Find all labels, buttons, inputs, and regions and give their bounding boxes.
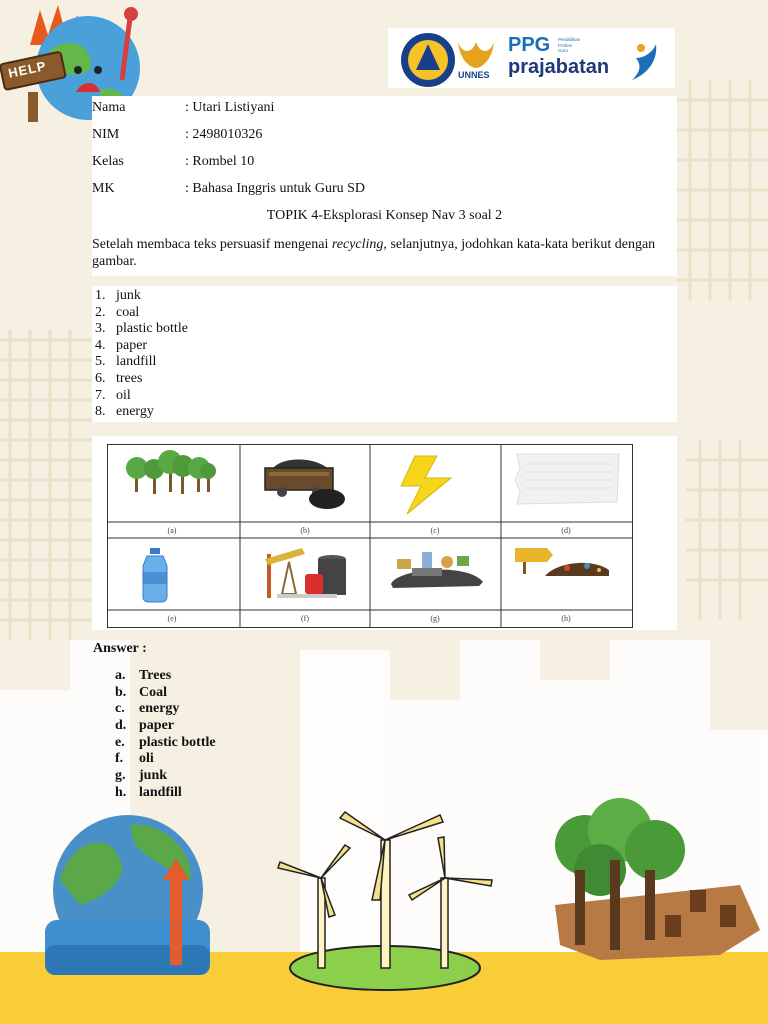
answer-letter: f. — [115, 751, 124, 767]
answer-letter: a. — [115, 668, 126, 683]
answer-title: Answer : — [93, 641, 147, 656]
instruction-text — [92, 236, 677, 270]
answer-letter: e. — [115, 734, 125, 750]
institution-logos — [388, 28, 675, 88]
ppg-small-line: Pendidikan — [558, 37, 581, 42]
list-text: coal — [116, 304, 140, 320]
list-text: oil — [116, 387, 131, 403]
info-label: NIM — [92, 127, 120, 142]
answer-letter: b. — [115, 684, 127, 700]
list-text: paper — [116, 337, 148, 353]
info-value: : Rombel 10 — [185, 154, 255, 169]
picture-label-f: (f) — [301, 614, 309, 623]
list-num: 1. — [95, 288, 106, 303]
info-label: Kelas — [92, 154, 124, 169]
answer-letter: c. — [115, 701, 125, 717]
answer-text: paper — [139, 718, 174, 734]
answer-letter: d. — [115, 718, 127, 734]
help-sign-text: HELP — [6, 58, 48, 81]
picture-label-h: (h) — [561, 614, 571, 623]
instruction-italic: recycling, — [331, 237, 387, 252]
list-num: 5. — [95, 354, 106, 370]
picture-label-c: (c) — [430, 526, 440, 535]
unnes-label: UNNES — [458, 70, 490, 80]
answer-text: plastic bottle — [139, 734, 216, 750]
list-num: 6. — [95, 370, 106, 386]
instruction-before: Setelah membaca teks persuasif mengenai — [92, 237, 332, 252]
answer-text: junk — [139, 768, 168, 784]
answer-letter: h. — [115, 784, 127, 800]
info-label: Nama — [92, 100, 126, 115]
ppg-small-line: Profesi — [558, 42, 573, 48]
answer-text: Coal — [139, 684, 167, 700]
ppg-small-line: Guru — [558, 48, 569, 53]
instruction-after: selanjutnya, jodohkan kata-kata berikut dengan gambar. — [92, 237, 656, 269]
list-num: 2. — [95, 304, 106, 320]
ppg-small-text — [558, 37, 580, 54]
picture-label-b: (b) — [300, 526, 310, 535]
picture-label-e: (e) — [167, 614, 177, 623]
picture-label-g: (g) — [430, 614, 440, 623]
list-text: junk — [116, 288, 141, 303]
info-label: MK — [92, 181, 115, 196]
student-info-sheet — [92, 96, 677, 276]
list-text: energy — [116, 404, 154, 420]
picture-label-a: (a) — [167, 526, 177, 535]
info-value: : Bahasa Inggris untuk Guru SD — [185, 181, 366, 196]
answer-text: energy — [139, 701, 180, 717]
ppg-label: PPG — [508, 34, 551, 56]
answer-text: oli — [139, 751, 154, 767]
list-text: plastic bottle — [116, 321, 188, 337]
plastic-bottle-icon — [143, 548, 167, 602]
info-value: : Utari Listiyani — [185, 100, 275, 115]
list-num: 3. — [95, 321, 106, 337]
info-value: : 2498010326 — [185, 127, 263, 142]
answer-text: landfill — [139, 784, 182, 800]
list-text: landfill — [116, 354, 157, 370]
list-num: 4. — [95, 337, 106, 353]
list-num: 7. — [95, 387, 106, 403]
list-num: 8. — [95, 404, 106, 420]
picture-label-d: (d) — [561, 526, 571, 535]
paper-icon — [515, 454, 619, 504]
list-text: trees — [116, 370, 143, 386]
word-list-sheet — [92, 286, 677, 422]
topic-heading: TOPIK 4-Eksplorasi Konsep Nav 3 soal 2 — [266, 208, 503, 223]
answer-text: Trees — [139, 668, 172, 683]
picture-table — [107, 444, 633, 628]
answer-letter: g. — [115, 768, 126, 784]
prajabatan-label: prajabatan — [508, 56, 610, 78]
